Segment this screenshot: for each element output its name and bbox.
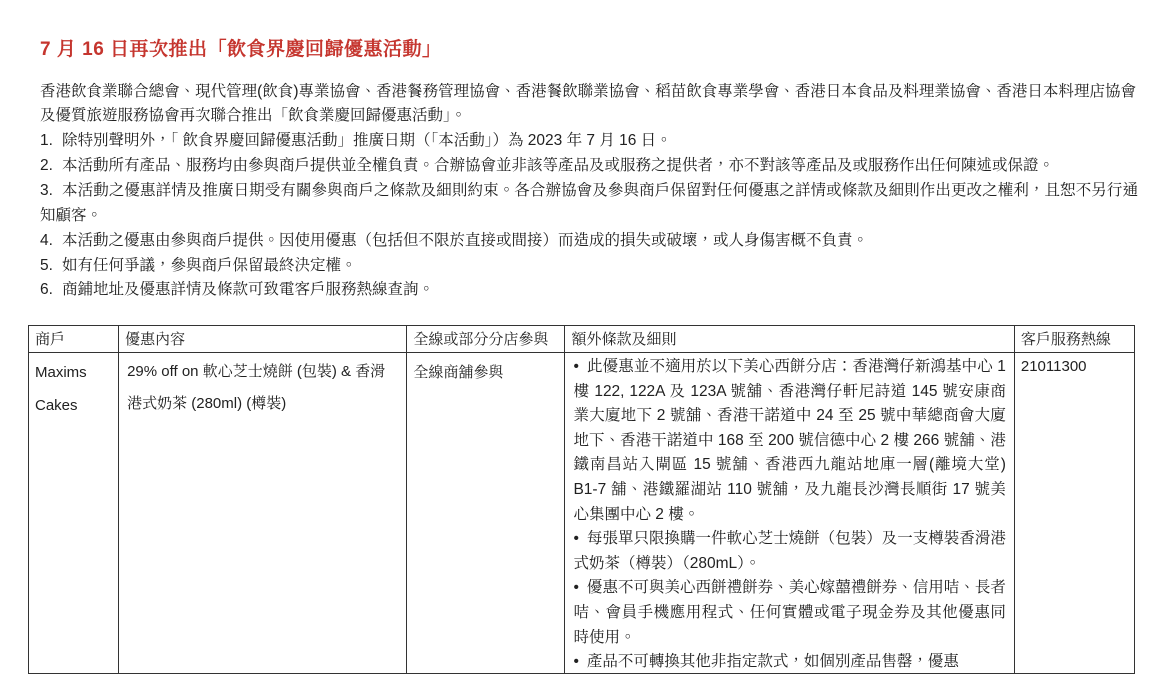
term-text: 本活動之優惠詳情及推廣日期受有關參與商戶之條款及細則約束。各合辦協會及參與商戶保留對任何優惠之詳情或條款及細則作出更改之權利，且恕不另行通知顧客。	[40, 181, 1138, 224]
table-row	[29, 353, 1135, 674]
page-title: 7 月 16 日再次推出「飲食界慶回歸優惠活動」	[40, 39, 442, 60]
term-item-4	[40, 229, 1138, 254]
merchant-cell: Maxims Cakes	[29, 353, 119, 674]
offer-cell: 29% off on 軟心芝士燒餅 (包裝) & 香滑港式奶茶 (280ml) (樽裝)	[119, 353, 407, 674]
term-number: 2.	[40, 156, 53, 174]
term-item-3	[40, 179, 1138, 229]
participation-cell: 全線商舖參與	[407, 353, 565, 674]
extra-term-bullet-3: • 優惠不可與美心西餅禮餅券、美心嫁囍禮餅券、信用咭、長者咭、會員手機應用程式、任何實體或電子現金券及其他優惠同時使用。	[573, 576, 1005, 650]
term-number: 1.	[40, 132, 53, 149]
intro-paragraph: 香港飲食業聯合總會、現代管理(飲食)專業協會、香港餐務管理協會、香港餐飲聯業協會、稻苗飲食專業學會、香港日本食品及料理業協會、香港日本料理店協會及優質旅遊服務協會再次聯合推出「飲食業慶回歸優惠活動」。	[40, 83, 1136, 124]
term-item-6	[40, 278, 1138, 303]
term-item-1	[40, 129, 1138, 154]
term-item-5	[40, 254, 1138, 279]
extra-term-bullet-2: • 每張單只限換購一件軟心芝士燒餅（包裝）及一支樽裝香滑港式奶茶（樽裝）（280mL）。	[573, 527, 1005, 576]
term-number: 4.	[40, 231, 53, 249]
header-participation: 全線或部分分店參與	[407, 326, 565, 353]
extra-term-bullet-4: • 產品不可轉換其他非指定款式，如個別產品售罄，優惠	[573, 650, 1005, 671]
hotline-cell: 21011300	[1014, 353, 1134, 674]
term-text: 除特別聲明外，「 飲食界慶回歸優惠活動」推廣日期（「本活動」）為 2023 年 7 月 16 日。	[61, 132, 672, 149]
term-text: 本活動所有產品、服務均由參與商戶提供並全權負責。合辦協會並非該等產品及或服務之提供者，亦不對該等產品及或服務作出任何陳述或保證。	[61, 156, 1054, 174]
term-number: 3.	[40, 181, 53, 199]
general-terms-list	[40, 129, 1138, 303]
extra-terms-list	[573, 355, 1005, 671]
table-header-row	[29, 326, 1135, 353]
term-number: 5.	[40, 256, 53, 274]
offers-table	[28, 325, 1135, 674]
header-merchant: 商戶	[29, 326, 119, 353]
header-hotline: 客戶服務熱線	[1014, 326, 1134, 353]
extra-terms-cell	[565, 353, 1014, 674]
term-text: 如有任何爭議，參與商戶保留最終決定權。	[61, 256, 357, 274]
header-extra-terms: 額外條款及細則	[565, 326, 1014, 353]
term-item-2	[40, 154, 1138, 179]
term-text: 本活動之優惠由參與商戶提供。因使用優惠（包括但不限於直接或間接）而造成的損失或破壞，或人身傷害概不負責。	[61, 231, 868, 249]
header-offer: 優惠內容	[119, 326, 407, 353]
extra-term-bullet-1: • 此優惠並不適用於以下美心西餅分店：香港灣仔新鴻基中心 1 樓 122, 122A 及 123A 號舖、香港灣仔軒尼詩道 145 號安康商業大廈地下 2 號舖、香港干諾道中 24 至 25 號中華總商會大廈地下、香港干諾道中 168 至 200 號信德中心 2 樓 266 號舖、港鐵南昌站入閘區 15 號舖、香港西九龍站地庫一層(離境大堂) B1-7 舖、港鐵羅湖站 110 號舖，及九龍長沙灣長順街 17 號美心集團中心 2 樓。	[573, 355, 1005, 527]
term-text: 商鋪地址及優惠詳情及條款可致電客戶服務熱線查詢。	[61, 281, 434, 299]
term-number: 6.	[40, 281, 53, 299]
